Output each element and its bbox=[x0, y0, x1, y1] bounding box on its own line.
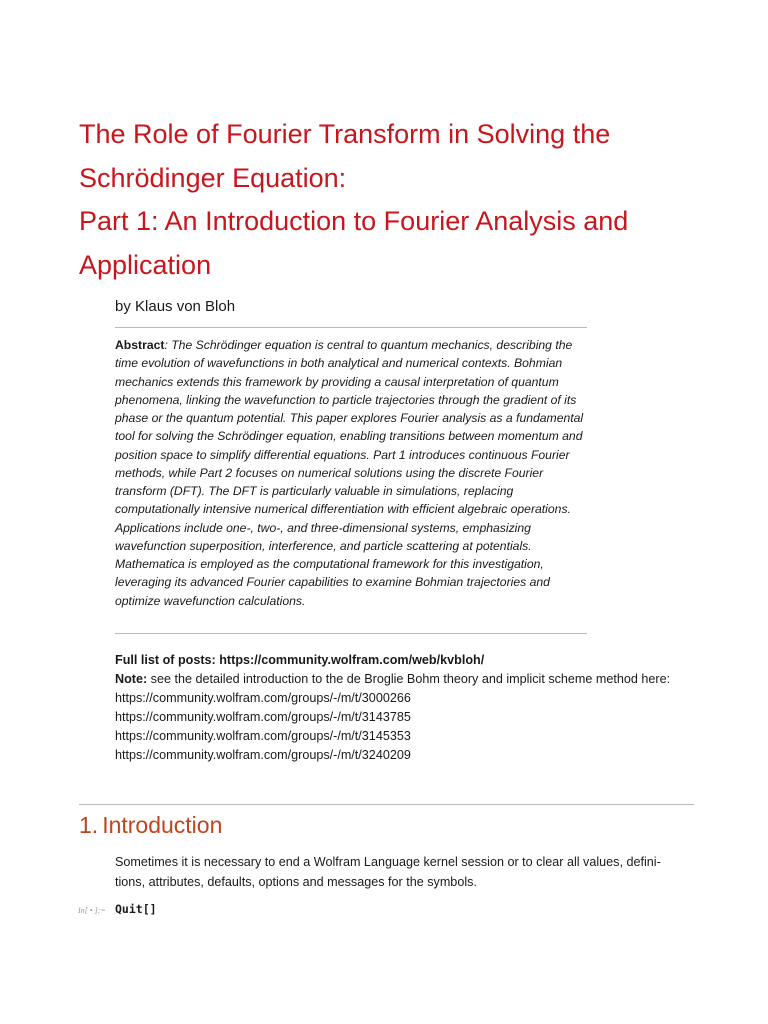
posts-line bbox=[115, 651, 695, 670]
cell-code[interactable]: Quit[] bbox=[115, 902, 157, 916]
title-line: Schrödinger Equation: bbox=[79, 162, 347, 193]
cell-label: In[ • ]:= bbox=[78, 906, 106, 915]
abstract-top-divider bbox=[115, 327, 587, 328]
posts-label: Full list of posts: https://community.wolfram.com/web/kvbloh/ bbox=[115, 653, 485, 667]
note-line bbox=[115, 670, 695, 689]
section-divider bbox=[79, 804, 694, 805]
abstract-separator: : bbox=[164, 338, 168, 352]
abstract-bottom-divider bbox=[115, 633, 587, 634]
document-title bbox=[79, 113, 739, 287]
section-title: Introduction bbox=[102, 812, 223, 838]
links-block bbox=[115, 651, 695, 765]
title-line: Part 1: An Introduction to Fourier Analysis and bbox=[79, 206, 629, 236]
note-label: Note: bbox=[115, 672, 148, 686]
note-text: see the detailed introduction to the de Broglie Bohm theory and implicit scheme method here: bbox=[147, 672, 671, 686]
author-line: by Klaus von Bloh bbox=[115, 298, 236, 315]
title-line: Application bbox=[79, 249, 212, 280]
section-text: Sometimes it is necessary to end a Wolfram Language kernel session or to clear all values, defini-tions, attributes, defaults, options and messages for the symbols. bbox=[115, 855, 661, 889]
section-number: 1. bbox=[79, 812, 99, 838]
note-link[interactable]: https://community.wolfram.com/groups/-/m/t/3000266 bbox=[115, 691, 411, 705]
section-heading bbox=[79, 810, 222, 840]
note-link[interactable]: https://community.wolfram.com/groups/-/m/t/3145353 bbox=[115, 729, 411, 743]
abstract-paragraph bbox=[115, 336, 585, 610]
note-link[interactable]: https://community.wolfram.com/groups/-/m/t/3143785 bbox=[115, 710, 411, 724]
input-cell[interactable] bbox=[78, 902, 157, 916]
note-link[interactable]: https://community.wolfram.com/groups/-/m/t/3240209 bbox=[115, 748, 411, 762]
abstract-text: The Schrödinger equation is central to quantum mechanics, describing the time evolution of wavefunctions in both analytical and numerical contexts. Bohmian mechanics extends this framework by providing a causal interpretation of quantum phenomena, linking the wavefunction to particle trajectories through the gradient of its phase or the quantum potential. This paper explores Fourier analysis as a fundamental tool for solving the Schrödinger equation, enabling transitions between momentum and position space to simplify differential equations. Part 1 introduces continuous Fourier methods, while Part 2 focuses on numerical solutions using the discrete Fourier transform (DFT). The DFT is particularly valuable in simulations, replacing computationally intensive numerical differentiation with efficient algebraic operations. Applications include one-, two-, and three-dimensional systems, emphasizing wavefunction superposition, interference, and particle scattering at potentials. Mathematica is employed as the computational framework for this investigation, leveraging its advanced Fourier capabilities to examine Bohmian trajectories and optimize wavefunction calculations. bbox=[115, 338, 584, 608]
abstract-label: Abstract bbox=[115, 338, 165, 352]
title-line: The Role of Fourier Transform in Solving the bbox=[79, 119, 611, 149]
